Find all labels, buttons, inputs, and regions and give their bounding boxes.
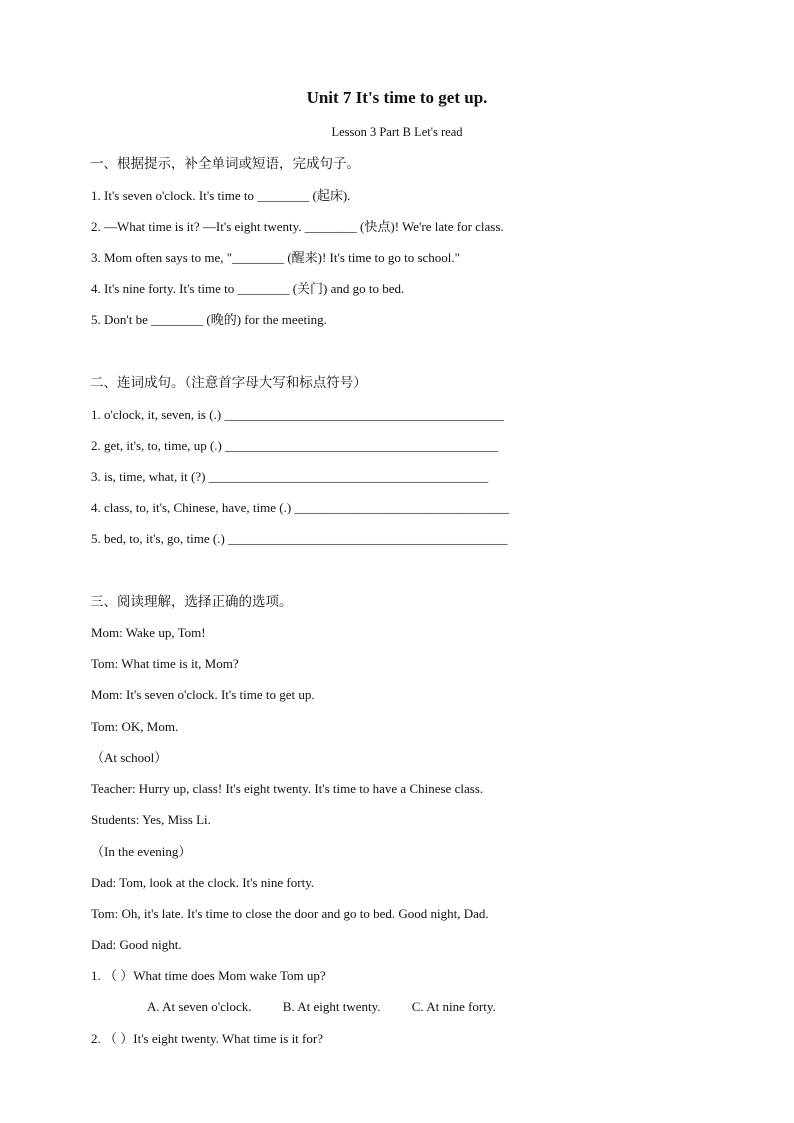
dialogue-line: Mom: It's seven o'clock. It's time to get up. bbox=[91, 687, 315, 702]
section-1-item: 1. It's seven o'clock. It's time to ________ (起床). bbox=[91, 188, 351, 203]
section-1-item: 3. Mom often says to me, "________ (醒来)! It's time to go to school." bbox=[91, 250, 460, 265]
question-1: 1. （ ）What time does Mom wake Tom up? bbox=[91, 968, 326, 983]
option-a: A. At seven o'clock. bbox=[147, 999, 252, 1014]
dialogue-line: Tom: Oh, it's late. It's time to close the door and go to bed. Good night, Dad. bbox=[91, 906, 489, 921]
section-1-heading: 一、根据提示，补全单词或短语，完成句子。 bbox=[90, 156, 360, 172]
question-2: 2. （ ）It's eight twenty. What time is it for? bbox=[91, 1031, 323, 1046]
page-subtitle: Lesson 3 Part B Let's read bbox=[331, 125, 463, 139]
option-c: C. At nine forty. bbox=[411, 999, 496, 1014]
section-2-item: 2. get, it's, to, time, up (.) __________________________________________ bbox=[91, 438, 499, 453]
dialogue-line: Tom: What time is it, Mom? bbox=[91, 656, 239, 671]
dialogue-line: （In the evening） bbox=[91, 844, 192, 859]
dialogue-line: （At school） bbox=[91, 750, 168, 765]
dialogue-line: Mom: Wake up, Tom! bbox=[91, 625, 206, 640]
section-2-item: 1. o'clock, it, seven, is (.) ___________________________________________ bbox=[91, 407, 504, 422]
section-1-item: 5. Don't be ________ (晚的) for the meeting. bbox=[91, 312, 327, 327]
section-2-heading: 二、连词成句。（注意首字母大写和标点符号） bbox=[90, 375, 367, 391]
dialogue-line: Teacher: Hurry up, class! It's eight twenty. It's time to have a Chinese class. bbox=[91, 781, 484, 796]
section-2-item: 4. class, to, it's, Chinese, have, time (.) _________________________________ bbox=[91, 500, 509, 515]
section-2-item: 3. is, time, what, it (?) ___________________________________________ bbox=[91, 469, 489, 484]
question-1-options bbox=[147, 999, 524, 1015]
page-title: Unit 7 It's time to get up. bbox=[306, 88, 488, 107]
dialogue-line: Dad: Good night. bbox=[91, 937, 182, 952]
dialogue-line: Students: Yes, Miss Li. bbox=[91, 812, 211, 827]
dialogue-line: Tom: OK, Mom. bbox=[91, 719, 179, 734]
option-b: B. At eight twenty. bbox=[282, 999, 381, 1014]
section-3-heading: 三、阅读理解，选择正确的选项。 bbox=[90, 594, 293, 610]
section-1-item: 4. It's nine forty. It's time to ________ (关门) and go to bed. bbox=[91, 281, 405, 296]
dialogue-line: Dad: Tom, look at the clock. It's nine forty. bbox=[91, 875, 315, 890]
section-1-item: 2. —What time is it? —It's eight twenty. ________ (快点)! We're late for class. bbox=[91, 219, 504, 234]
section-2-item: 5. bed, to, it's, go, time (.) ___________________________________________ bbox=[91, 531, 508, 546]
